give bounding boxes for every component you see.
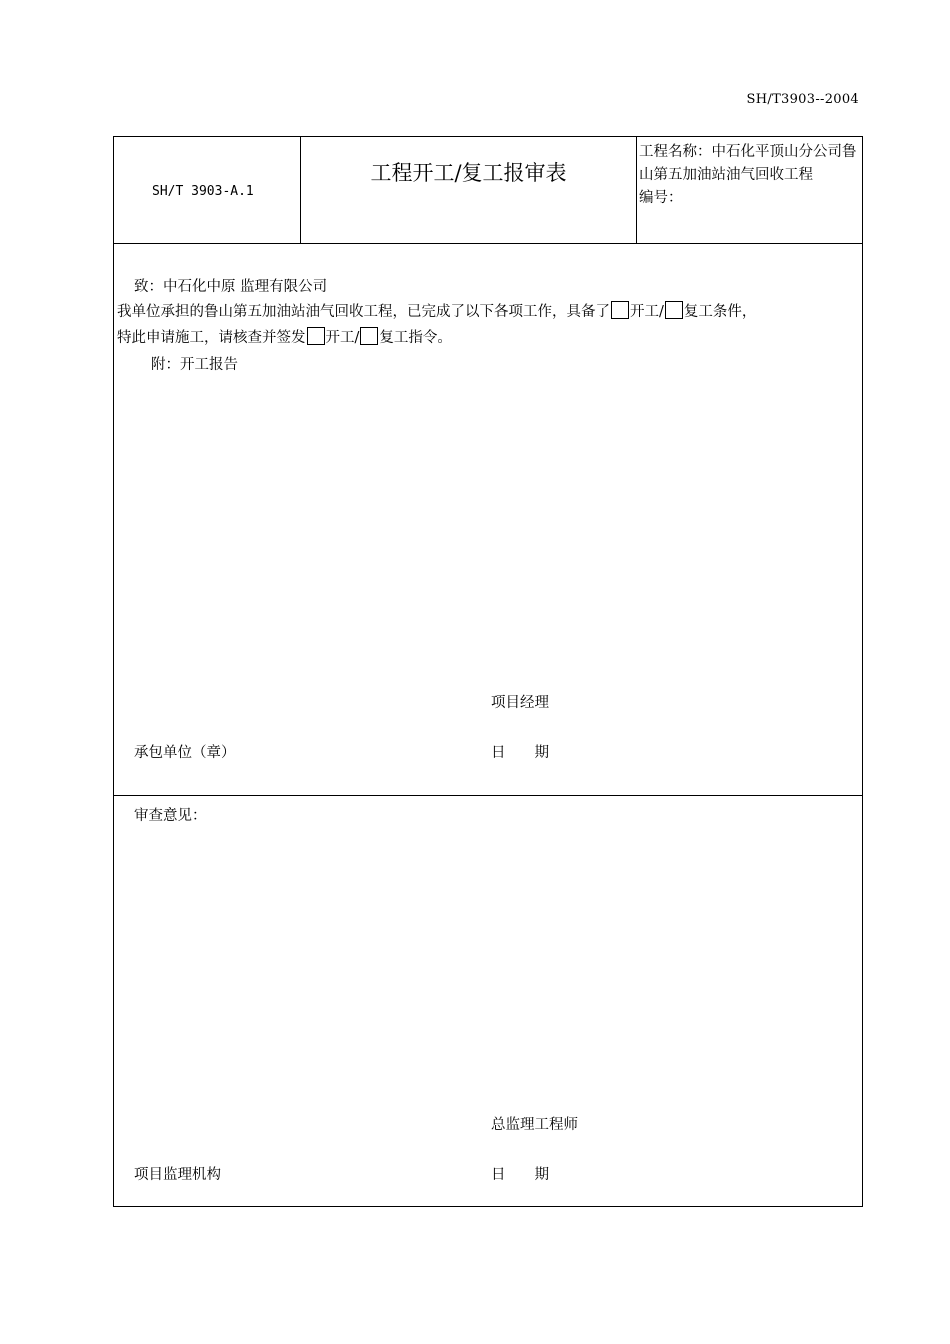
supervision-org-label: 项目监理机构 (134, 1167, 221, 1183)
resume-condition-label: 复工条件， (683, 304, 757, 320)
supervisor-company: 中石化中原 监理有限公司 (163, 279, 328, 295)
contractor-seal-label: 承包单位（章） (134, 745, 236, 761)
report-form (113, 136, 863, 1207)
review-section (114, 796, 862, 1206)
body-text-2: 特此申请施工，请核查并签发 (117, 330, 306, 346)
form-code: SH/T 3903-A.1 (152, 184, 254, 199)
chief-supervisor-label: 总监理工程师 (491, 1117, 578, 1133)
number-line (639, 187, 860, 210)
application-body-line-2 (117, 326, 452, 347)
form-code-cell (114, 137, 301, 243)
form-title-cell (301, 137, 637, 243)
project-name-line (639, 141, 860, 187)
project-info-cell (637, 137, 862, 243)
resume-order-label: 复工指令。 (379, 330, 452, 346)
application-body-line-1 (117, 300, 756, 321)
resume-order-checkbox[interactable] (360, 327, 378, 345)
attachment-line: 附：开工报告 (151, 357, 238, 373)
form-title: 工程开工/复工报审表 (370, 161, 567, 185)
to-label: 致： (134, 279, 163, 295)
addressee-line (134, 275, 327, 296)
standard-code: SH/T3903--2004 (746, 92, 859, 107)
start-option-label: 开工/ (630, 304, 664, 320)
review-date-label: 日 期 (491, 1167, 549, 1183)
form-header-row (114, 137, 862, 244)
body-text-1: 我单位承担的鲁山第五加油站油气回收工程，已完成了以下各项工作，具备了 (117, 304, 610, 320)
project-name: 中石化平顶山分公司鲁山第五加油站油气回收工程 (639, 144, 857, 183)
resume-checkbox[interactable] (665, 301, 683, 319)
project-label: 工程名称： (639, 144, 712, 160)
start-order-label: 开工/ (325, 330, 360, 346)
start-order-checkbox[interactable] (307, 327, 325, 345)
number-label: 编号： (639, 190, 683, 206)
start-checkbox[interactable] (611, 301, 629, 319)
review-opinion-label: 审查意见： (134, 808, 207, 824)
application-section (114, 244, 862, 796)
project-manager-label: 项目经理 (491, 695, 549, 711)
application-date-label: 日 期 (491, 745, 549, 761)
